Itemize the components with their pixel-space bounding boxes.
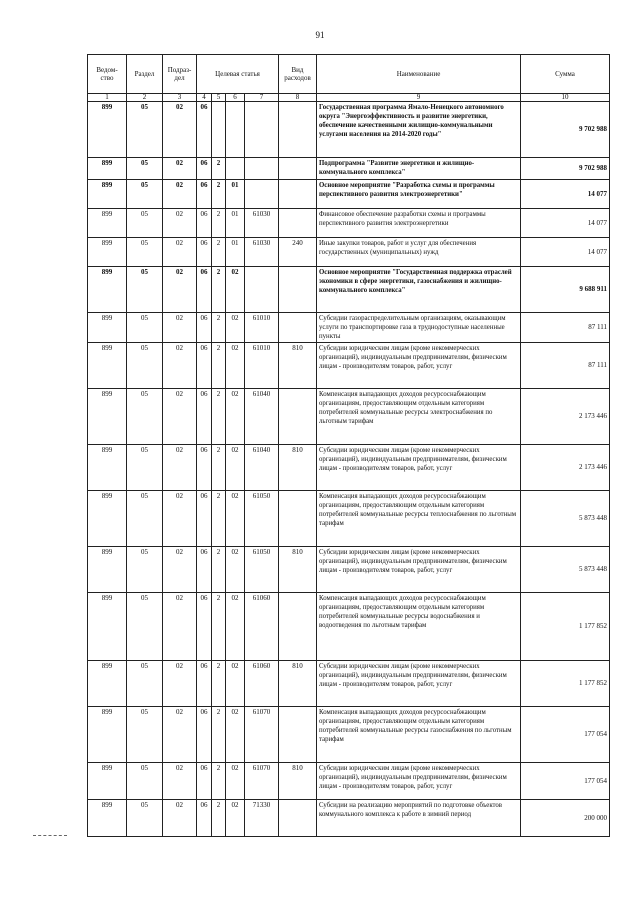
cell-subprogram-code: 2: [212, 661, 226, 707]
cell-measure-code: 02: [226, 763, 245, 800]
table-row: [88, 707, 610, 763]
cell-vedomstvo: 899: [88, 491, 127, 547]
cell-direction-code: 61010: [245, 313, 279, 343]
column-number: 8: [279, 94, 317, 102]
cell-razdel: 05: [127, 707, 163, 763]
cell-vedomstvo: 899: [88, 209, 127, 238]
cell-vedomstvo: 899: [88, 763, 127, 800]
cell-program-code: 06: [197, 389, 212, 445]
cell-vid-rashodov: 240: [279, 238, 317, 267]
cell-program-code: 06: [197, 661, 212, 707]
table-body: [88, 102, 610, 837]
cell-podrazdel: 02: [163, 800, 197, 837]
cell-summa: 177 054: [521, 763, 610, 800]
cell-measure-code: 01: [226, 238, 245, 267]
cell-vid-rashodov: 810: [279, 763, 317, 800]
cell-podrazdel: 02: [163, 267, 197, 313]
cell-direction-code: 61030: [245, 209, 279, 238]
table-row: [88, 238, 610, 267]
column-number: 3: [163, 94, 197, 102]
cell-podrazdel: 02: [163, 661, 197, 707]
cell-vedomstvo: 899: [88, 593, 127, 661]
cell-razdel: 05: [127, 547, 163, 593]
table-row: [88, 313, 610, 343]
cell-naimenovanie: Субсидии юридическим лицам (кроме некоммерческих организаций), индивидуальным предпринимателям, физическим лицам - производителям товаров, работ, услуг: [317, 661, 521, 707]
cell-summa: 1 177 852: [521, 593, 610, 661]
cell-vid-rashodov: [279, 389, 317, 445]
cell-direction-code: [245, 102, 279, 158]
cell-razdel: 05: [127, 238, 163, 267]
cell-direction-code: [245, 158, 279, 180]
column-number-row: [88, 94, 610, 102]
cell-summa: 9 702 988: [521, 102, 610, 158]
cell-summa: 87 111: [521, 313, 610, 343]
cell-subprogram-code: 2: [212, 267, 226, 313]
cell-vid-rashodov: [279, 158, 317, 180]
cell-subprogram-code: 2: [212, 800, 226, 837]
cell-summa: 177 054: [521, 707, 610, 763]
column-number: 4: [197, 94, 212, 102]
cell-vid-rashodov: [279, 491, 317, 547]
scan-mark: [33, 835, 67, 836]
cell-summa: 87 111: [521, 343, 610, 389]
cell-podrazdel: 02: [163, 491, 197, 547]
cell-razdel: 05: [127, 180, 163, 209]
cell-vedomstvo: 899: [88, 445, 127, 491]
header-summa: Сумма: [521, 55, 610, 94]
cell-program-code: 06: [197, 180, 212, 209]
header-vid-rashodov: Вид расходов: [279, 55, 317, 94]
cell-vedomstvo: 899: [88, 547, 127, 593]
cell-measure-code: 02: [226, 343, 245, 389]
cell-vedomstvo: 899: [88, 800, 127, 837]
header-celevaya-statya: Целевая статья: [197, 55, 279, 94]
cell-naimenovanie: Субсидии юридическим лицам (кроме некоммерческих организаций), индивидуальным предпринимателям, физическим лицам - производителям товаров, работ, услуг: [317, 445, 521, 491]
cell-direction-code: 61060: [245, 593, 279, 661]
cell-subprogram-code: 2: [212, 547, 226, 593]
cell-naimenovanie: Иные закупки товаров, работ и услуг для обеспечения государственных (муниципальных) нужд: [317, 238, 521, 267]
cell-subprogram-code: 2: [212, 763, 226, 800]
cell-measure-code: 02: [226, 800, 245, 837]
cell-program-code: 06: [197, 763, 212, 800]
cell-summa: 9 688 911: [521, 267, 610, 313]
cell-podrazdel: 02: [163, 313, 197, 343]
column-number: 2: [127, 94, 163, 102]
cell-measure-code: 02: [226, 389, 245, 445]
cell-naimenovanie: Компенсация выпадающих доходов ресурсоснабжающим организациям, предоставляющим отдельным категориям потребителей коммунальные ресурсы водоснабжения и водоотведения по льготным тарифам: [317, 593, 521, 661]
column-number: 1: [88, 94, 127, 102]
table-row: [88, 343, 610, 389]
cell-naimenovanie: Субсидии на реализацию мероприятий по подготовке объектов коммунального комплекса к работе в зимний период: [317, 800, 521, 837]
cell-razdel: 05: [127, 661, 163, 707]
cell-vedomstvo: 899: [88, 267, 127, 313]
cell-razdel: 05: [127, 343, 163, 389]
table-row: [88, 445, 610, 491]
cell-razdel: 05: [127, 445, 163, 491]
cell-program-code: 06: [197, 158, 212, 180]
cell-summa: 14 077: [521, 209, 610, 238]
column-number: 7: [245, 94, 279, 102]
table-row: [88, 763, 610, 800]
cell-naimenovanie: Субсидии газораспределительным организациям, оказывающим услуги по транспортировке газа в труднодоступные населенные пункты: [317, 313, 521, 343]
table-row: [88, 267, 610, 313]
cell-razdel: 05: [127, 209, 163, 238]
cell-subprogram-code: 2: [212, 445, 226, 491]
cell-summa: 5 873 448: [521, 547, 610, 593]
cell-measure-code: [226, 102, 245, 158]
cell-razdel: 05: [127, 800, 163, 837]
cell-vid-rashodov: 810: [279, 343, 317, 389]
cell-direction-code: [245, 180, 279, 209]
cell-vid-rashodov: [279, 209, 317, 238]
cell-vedomstvo: 899: [88, 661, 127, 707]
cell-vid-rashodov: [279, 313, 317, 343]
cell-naimenovanie: Субсидии юридическим лицам (кроме некоммерческих организаций), индивидуальным предпринимателям, физическим лицам - производителям товаров, работ, услуг: [317, 547, 521, 593]
cell-vedomstvo: 899: [88, 102, 127, 158]
cell-subprogram-code: 2: [212, 707, 226, 763]
cell-podrazdel: 02: [163, 102, 197, 158]
cell-razdel: 05: [127, 389, 163, 445]
cell-program-code: 06: [197, 800, 212, 837]
cell-vid-rashodov: 810: [279, 445, 317, 491]
cell-measure-code: 01: [226, 209, 245, 238]
header-naimenovanie: Наименование: [317, 55, 521, 94]
cell-naimenovanie: Компенсация выпадающих доходов ресурсоснабжающим организациям, предоставляющим отдельным категориям потребителей коммунальные ресурсы теплоснабжения по льготным тарифам: [317, 491, 521, 547]
cell-razdel: 05: [127, 102, 163, 158]
header-razdel: Раздел: [127, 55, 163, 94]
cell-summa: 5 873 448: [521, 491, 610, 547]
cell-measure-code: 02: [226, 445, 245, 491]
cell-naimenovanie: Субсидии юридическим лицам (кроме некоммерческих организаций), индивидуальным предпринимателям, физическим лицам - производителям товаров, работ, услуг: [317, 763, 521, 800]
table-row: [88, 491, 610, 547]
cell-naimenovanie: Финансовое обеспечение разработки схемы и программы перспективного развития электроэнергетики: [317, 209, 521, 238]
cell-measure-code: 02: [226, 547, 245, 593]
cell-naimenovanie: Государственная программа Ямало-Ненецкого автономного округа "Энергоэффективность и развитие энергетики, обеспечение качественными жилищно-коммунальными услугами населения на 2014-2020 годы": [317, 102, 521, 158]
cell-razdel: 05: [127, 267, 163, 313]
cell-direction-code: 61050: [245, 547, 279, 593]
cell-summa: 2 173 446: [521, 445, 610, 491]
cell-naimenovanie: Основное мероприятие "Разработка схемы и программы перспективного развития электроэнергетики": [317, 180, 521, 209]
cell-naimenovanie: Субсидии юридическим лицам (кроме некоммерческих организаций), индивидуальным предпринимателям, физическим лицам - производителям товаров, работ, услуг: [317, 343, 521, 389]
cell-naimenovanie: Подпрограмма "Развитие энергетики и жилищно-коммунального комплекса": [317, 158, 521, 180]
cell-vid-rashodov: [279, 593, 317, 661]
cell-vedomstvo: 899: [88, 180, 127, 209]
cell-summa: 14 077: [521, 238, 610, 267]
cell-vedomstvo: 899: [88, 707, 127, 763]
cell-direction-code: 71330: [245, 800, 279, 837]
cell-summa: 14 077: [521, 180, 610, 209]
cell-measure-code: 01: [226, 180, 245, 209]
cell-subprogram-code: 2: [212, 343, 226, 389]
cell-razdel: 05: [127, 593, 163, 661]
cell-subprogram-code: 2: [212, 238, 226, 267]
cell-direction-code: [245, 267, 279, 313]
cell-measure-code: 02: [226, 313, 245, 343]
cell-vid-rashodov: [279, 800, 317, 837]
cell-podrazdel: 02: [163, 445, 197, 491]
column-number: 10: [521, 94, 610, 102]
cell-subprogram-code: 2: [212, 593, 226, 661]
column-number: 6: [226, 94, 245, 102]
cell-podrazdel: 02: [163, 707, 197, 763]
table-row: [88, 158, 610, 180]
header-podrazdel: Подраз-дел: [163, 55, 197, 94]
cell-program-code: 06: [197, 267, 212, 313]
cell-program-code: 06: [197, 102, 212, 158]
cell-measure-code: 02: [226, 707, 245, 763]
cell-summa: 2 173 446: [521, 389, 610, 445]
cell-podrazdel: 02: [163, 547, 197, 593]
cell-direction-code: 61060: [245, 661, 279, 707]
cell-naimenovanie: Компенсация выпадающих доходов ресурсоснабжающим организациям, предоставляющим отдельным категориям потребителей коммунальные ресурсы электроснабжения по льготным тарифам: [317, 389, 521, 445]
cell-razdel: 05: [127, 158, 163, 180]
cell-subprogram-code: 2: [212, 209, 226, 238]
cell-measure-code: [226, 158, 245, 180]
cell-razdel: 05: [127, 491, 163, 547]
cell-summa: 1 177 852: [521, 661, 610, 707]
cell-direction-code: 61050: [245, 491, 279, 547]
cell-program-code: 06: [197, 491, 212, 547]
cell-program-code: 06: [197, 707, 212, 763]
table-row: [88, 102, 610, 158]
cell-vedomstvo: 899: [88, 158, 127, 180]
header-vedomstvo: Ведом-ство: [88, 55, 127, 94]
cell-vedomstvo: 899: [88, 343, 127, 389]
table-row: [88, 800, 610, 837]
cell-direction-code: 61070: [245, 707, 279, 763]
cell-vedomstvo: 899: [88, 313, 127, 343]
cell-measure-code: 02: [226, 661, 245, 707]
cell-program-code: 06: [197, 445, 212, 491]
cell-vid-rashodov: [279, 267, 317, 313]
cell-podrazdel: 02: [163, 209, 197, 238]
cell-subprogram-code: 2: [212, 158, 226, 180]
cell-naimenovanie: Основное мероприятие "Государственная поддержка отраслей экономики в сфере энергетики, газоснабжения и жилищно-коммунального комплекса": [317, 267, 521, 313]
cell-vid-rashodov: [279, 180, 317, 209]
cell-measure-code: 02: [226, 593, 245, 661]
table-header-row: [88, 55, 610, 94]
cell-subprogram-code: 2: [212, 389, 226, 445]
cell-subprogram-code: 2: [212, 180, 226, 209]
cell-subprogram-code: [212, 102, 226, 158]
cell-direction-code: 61040: [245, 445, 279, 491]
cell-vid-rashodov: 810: [279, 547, 317, 593]
cell-vid-rashodov: [279, 707, 317, 763]
cell-vid-rashodov: [279, 102, 317, 158]
cell-measure-code: 02: [226, 267, 245, 313]
cell-vedomstvo: 899: [88, 389, 127, 445]
table-row: [88, 547, 610, 593]
cell-podrazdel: 02: [163, 763, 197, 800]
cell-program-code: 06: [197, 343, 212, 389]
table-row: [88, 661, 610, 707]
cell-razdel: 05: [127, 313, 163, 343]
cell-podrazdel: 02: [163, 158, 197, 180]
cell-direction-code: 61070: [245, 763, 279, 800]
cell-summa: 9 702 988: [521, 158, 610, 180]
table-row: [88, 389, 610, 445]
cell-podrazdel: 02: [163, 180, 197, 209]
cell-podrazdel: 02: [163, 343, 197, 389]
budget-table: [87, 54, 610, 837]
cell-podrazdel: 02: [163, 389, 197, 445]
cell-subprogram-code: 2: [212, 491, 226, 547]
cell-podrazdel: 02: [163, 238, 197, 267]
cell-razdel: 05: [127, 763, 163, 800]
cell-direction-code: 61030: [245, 238, 279, 267]
cell-naimenovanie: Компенсация выпадающих доходов ресурсоснабжающим организациям, предоставляющим отдельным категориям потребителей коммунальные ресурсы газоснабжения по льготным тарифам: [317, 707, 521, 763]
cell-podrazdel: 02: [163, 593, 197, 661]
column-number: 5: [212, 94, 226, 102]
cell-program-code: 06: [197, 313, 212, 343]
cell-subprogram-code: 2: [212, 313, 226, 343]
cell-program-code: 06: [197, 209, 212, 238]
page-number: 91: [315, 30, 325, 40]
column-number: 9: [317, 94, 521, 102]
cell-measure-code: 02: [226, 491, 245, 547]
cell-program-code: 06: [197, 238, 212, 267]
cell-program-code: 06: [197, 593, 212, 661]
cell-summa: 200 000: [521, 800, 610, 837]
cell-vedomstvo: 899: [88, 238, 127, 267]
table-row: [88, 180, 610, 209]
table-row: [88, 209, 610, 238]
cell-direction-code: 61040: [245, 389, 279, 445]
cell-direction-code: 61010: [245, 343, 279, 389]
cell-vid-rashodov: 810: [279, 661, 317, 707]
table-row: [88, 593, 610, 661]
cell-program-code: 06: [197, 547, 212, 593]
